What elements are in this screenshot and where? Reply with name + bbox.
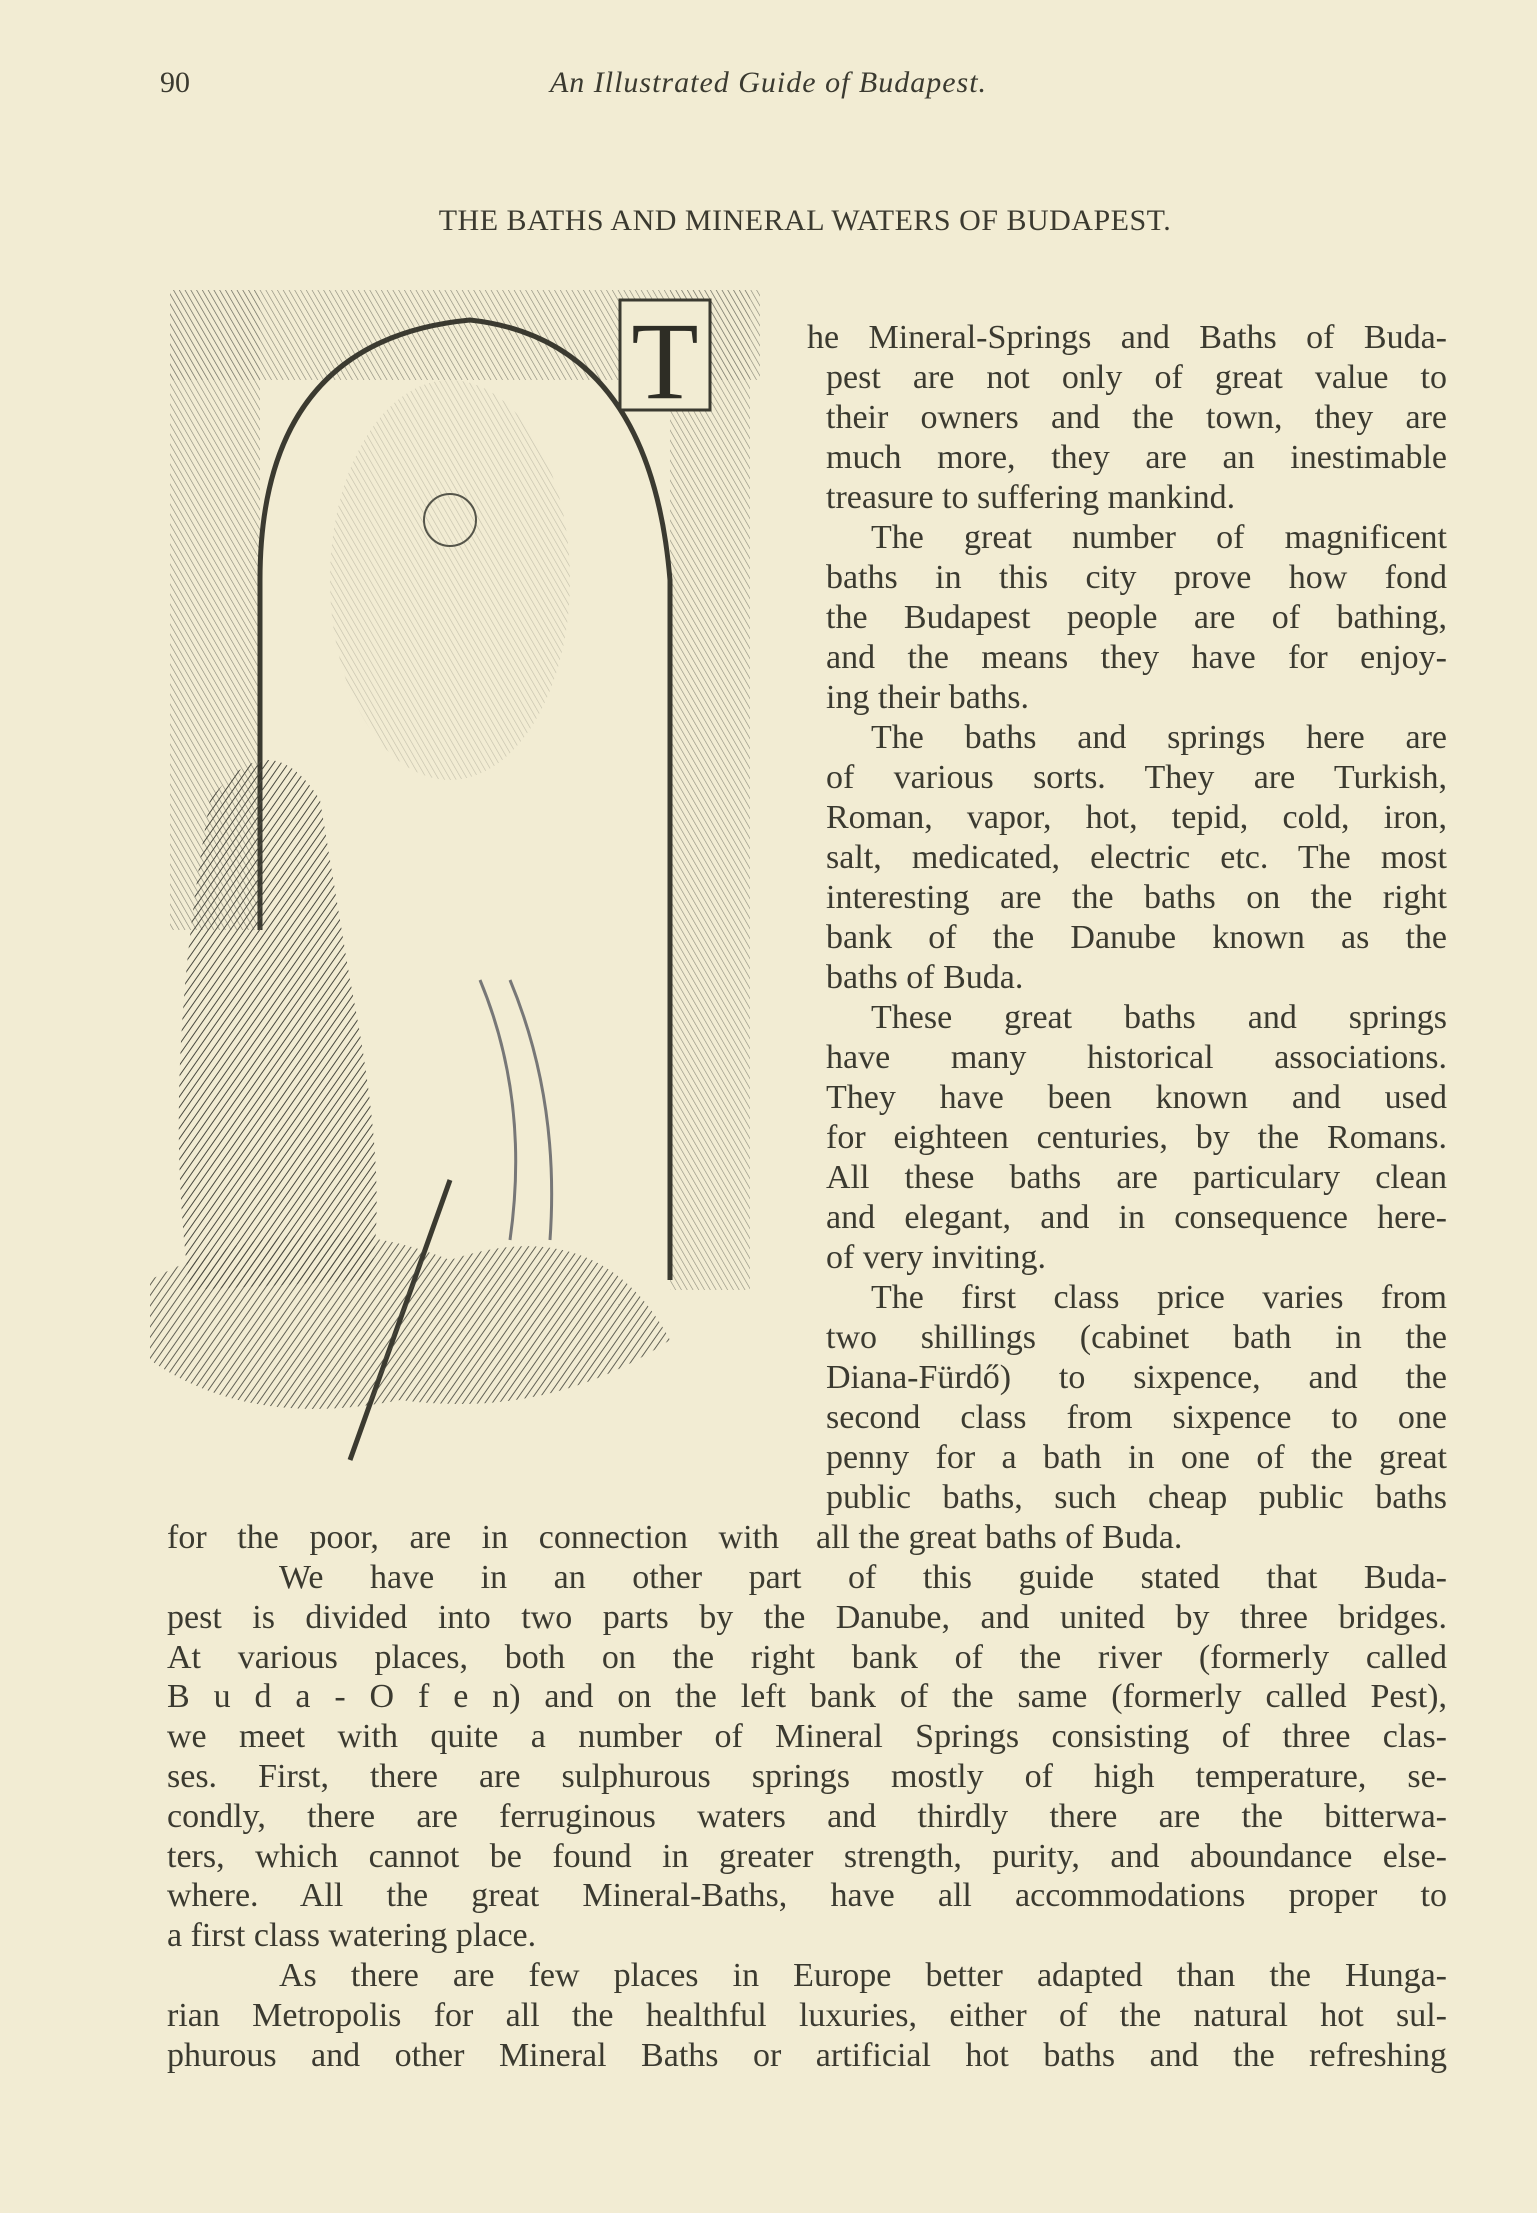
- text-line: They have been known and used: [826, 1079, 1447, 1116]
- text-line: The baths and springs here are: [871, 719, 1447, 756]
- text-line: have many historical associations.: [826, 1039, 1447, 1076]
- text-line: second class from sixpence to one: [826, 1399, 1447, 1436]
- text-line: pest is divided into two parts by the Danube, and united by three bridges.: [167, 1598, 1447, 1636]
- text-line: ing their baths.: [826, 679, 1030, 716]
- text-line: rian Metropolis for all the healthful luxuries, either of the natural hot sul-: [167, 1996, 1447, 2034]
- svg-text:T: T: [631, 300, 699, 422]
- text-line: where. All the great Mineral-Baths, have all accommodations proper to: [167, 1877, 1447, 1915]
- split-line-left: for the poor, are in connection with: [167, 1519, 779, 1556]
- text-line: As there are few places in Europe better adapted than the Hunga-: [279, 1957, 1447, 1994]
- text-line: bank of the Danube known as the: [826, 919, 1447, 956]
- running-title: An Illustrated Guide of Budapest.: [549, 66, 988, 99]
- angel-figure: [330, 380, 570, 780]
- text-line: The first class price varies from: [871, 1279, 1447, 1316]
- text-line: baths in this city prove how fond: [826, 559, 1447, 596]
- text-line: Diana-Fürdő) to sixpence, and the: [826, 1359, 1447, 1396]
- text-line: treasure to suffering mankind.: [826, 479, 1236, 516]
- split-line-right: all the great baths of Buda.: [816, 1519, 1183, 1556]
- text-line: We have in an other part of this guide stated that Buda-: [279, 1559, 1447, 1596]
- text-line: baths of Buda.: [826, 959, 1024, 996]
- text-line: At various places, both on the right bank of the river (formerly called: [167, 1638, 1447, 1676]
- text-line: These great baths and springs: [871, 999, 1447, 1036]
- text-line: pest are not only of great value to: [826, 359, 1447, 396]
- text-line: and the means they have for enjoy-: [826, 639, 1447, 676]
- drop-cap: [620, 300, 710, 422]
- text-line: ses. First, there are sulphurous springs mostly of high temperature, se-: [167, 1758, 1447, 1795]
- text-line: much more, they are an inestimable: [826, 439, 1447, 476]
- section-title: THE BATHS AND MINERAL WATERS OF BUDAPEST.: [438, 204, 1172, 237]
- text-line: All these baths are particulary clean: [826, 1159, 1447, 1196]
- text-line: and elegant, and in consequence here-: [826, 1199, 1447, 1236]
- text-line: salt, medicated, electric etc. The most: [826, 839, 1447, 876]
- text-line: a first class watering place.: [167, 1917, 537, 1955]
- text-line: for eighteen centuries, by the Romans.: [826, 1119, 1447, 1156]
- text-line: interesting are the baths on the right: [826, 879, 1447, 916]
- text-line: penny for a bath in one of the great: [826, 1439, 1447, 1476]
- text-line: Roman, vapor, hot, tepid, cold, iron,: [826, 799, 1447, 836]
- text-line: he Mineral-Springs and Baths of Buda-: [807, 319, 1447, 356]
- text-line: The great number of magnificent: [871, 519, 1447, 556]
- text-line: ters, which cannot be found in greater strength, purity, and aboundance else-: [167, 1837, 1447, 1875]
- text-line: B u d a - O f e n) and on the left bank of the same (formerly called Pest),: [167, 1678, 1447, 1716]
- text-line: of various sorts. They are Turkish,: [826, 759, 1447, 796]
- engraved-illustration: [150, 280, 780, 1480]
- text-line: phurous and other Mineral Baths or artificial hot baths and the refreshing: [167, 2036, 1447, 2074]
- text-line: of very inviting.: [826, 1239, 1047, 1276]
- text-line: we meet with quite a number of Mineral Springs consisting of three clas-: [167, 1718, 1447, 1756]
- text-line: their owners and the town, they are: [826, 399, 1447, 436]
- page-number: 90: [160, 66, 190, 99]
- text-line: two shillings (cabinet bath in the: [826, 1319, 1447, 1356]
- text-line: public baths, such cheap public baths: [826, 1479, 1447, 1516]
- text-line: condly, there are ferruginous waters and thirdly there are the bitterwa-: [167, 1797, 1447, 1835]
- text-line: the Budapest people are of bathing,: [826, 599, 1447, 636]
